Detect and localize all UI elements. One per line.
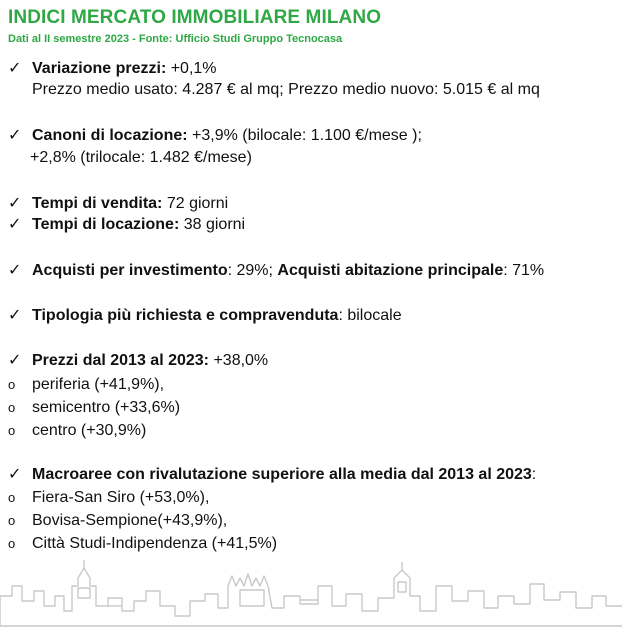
- item-tempi-vendita: [8, 194, 228, 214]
- list-item: [8, 375, 164, 395]
- page-title: INDICI MERCATO IMMOBILIARE MILANO: [8, 7, 382, 28]
- item-tempi-locazione: [8, 215, 245, 235]
- item-label: Acquisti abitazione principale: [277, 262, 504, 279]
- item-value: :: [531, 466, 537, 483]
- list-item: [8, 398, 180, 418]
- check-icon: ✓: [8, 466, 22, 483]
- milan-skyline-illustration: [0, 556, 622, 631]
- item-macroaree: [8, 465, 536, 485]
- list-item: [8, 421, 146, 441]
- list-item: [8, 534, 277, 554]
- item-label: Tipologia più richiesta e compravenduta: [32, 307, 339, 324]
- list-item-text: Fiera-San Siro (+53,0%),: [32, 489, 210, 506]
- item-value: +3,9% (bilocale: 1.100 €/mese );: [187, 127, 422, 144]
- item-value: : 71%: [503, 262, 545, 279]
- item-canoni-locazione: [8, 126, 422, 146]
- circle-bullet-icon: o: [8, 377, 16, 392]
- item-label: Tempi di vendita:: [32, 195, 163, 212]
- circle-bullet-icon: o: [8, 513, 16, 528]
- check-icon: ✓: [8, 216, 22, 233]
- circle-bullet-icon: o: [8, 490, 16, 505]
- item-variazione-prezzi: [8, 59, 217, 79]
- check-icon: ✓: [8, 127, 22, 144]
- skyline-outline: [0, 568, 622, 626]
- item-label: Variazione prezzi:: [32, 60, 167, 77]
- page-subtitle: Dati al II semestre 2023 - Fonte: Ufficio Studi Gruppo Tecnocasa: [8, 33, 343, 45]
- list-item-text: centro (+30,9%): [32, 422, 147, 439]
- list-item: [8, 511, 227, 531]
- list-item-text: semicentro (+33,6%): [32, 399, 181, 416]
- item-tipologia: [8, 306, 402, 326]
- item-value: : bilocale: [338, 307, 402, 324]
- list-item-text: periferia (+41,9%),: [32, 376, 165, 393]
- item-acquisti: [8, 261, 544, 281]
- item-value: +0,1%: [166, 60, 217, 77]
- circle-bullet-icon: o: [8, 400, 16, 415]
- item-label: Acquisti per investimento: [32, 262, 228, 279]
- circle-bullet-icon: o: [8, 423, 16, 438]
- check-icon: ✓: [8, 262, 22, 279]
- item-value: +38,0%: [209, 352, 269, 369]
- check-icon: ✓: [8, 60, 22, 77]
- item-label: Prezzi dal 2013 al 2023:: [32, 352, 209, 369]
- item-value: 72 giorni: [162, 195, 229, 212]
- item-prezzi-medi: Prezzo medio usato: 4.287 € al mq; Prezzo medio nuovo: 5.015 € al mq: [32, 81, 540, 98]
- item-label: Macroaree con rivalutazione superiore alla media dal 2013 al 2023: [32, 466, 532, 483]
- check-icon: ✓: [8, 195, 22, 212]
- check-icon: ✓: [8, 307, 22, 324]
- item-canoni-trilocale: +2,8% (trilocale: 1.482 €/mese): [30, 149, 252, 166]
- item-label: Canoni di locazione:: [32, 127, 188, 144]
- list-item-text: Bovisa-Sempione(+43,9%),: [32, 512, 228, 529]
- circle-bullet-icon: o: [8, 536, 16, 551]
- item-prezzi-2013-2023: [8, 351, 268, 371]
- item-label: Tempi di locazione:: [32, 216, 180, 233]
- check-icon: ✓: [8, 352, 22, 369]
- item-value: : 29%;: [227, 262, 278, 279]
- list-item: [8, 488, 209, 508]
- list-item-text: Città Studi-Indipendenza (+41,5%): [32, 535, 278, 552]
- item-value: 38 giorni: [179, 216, 246, 233]
